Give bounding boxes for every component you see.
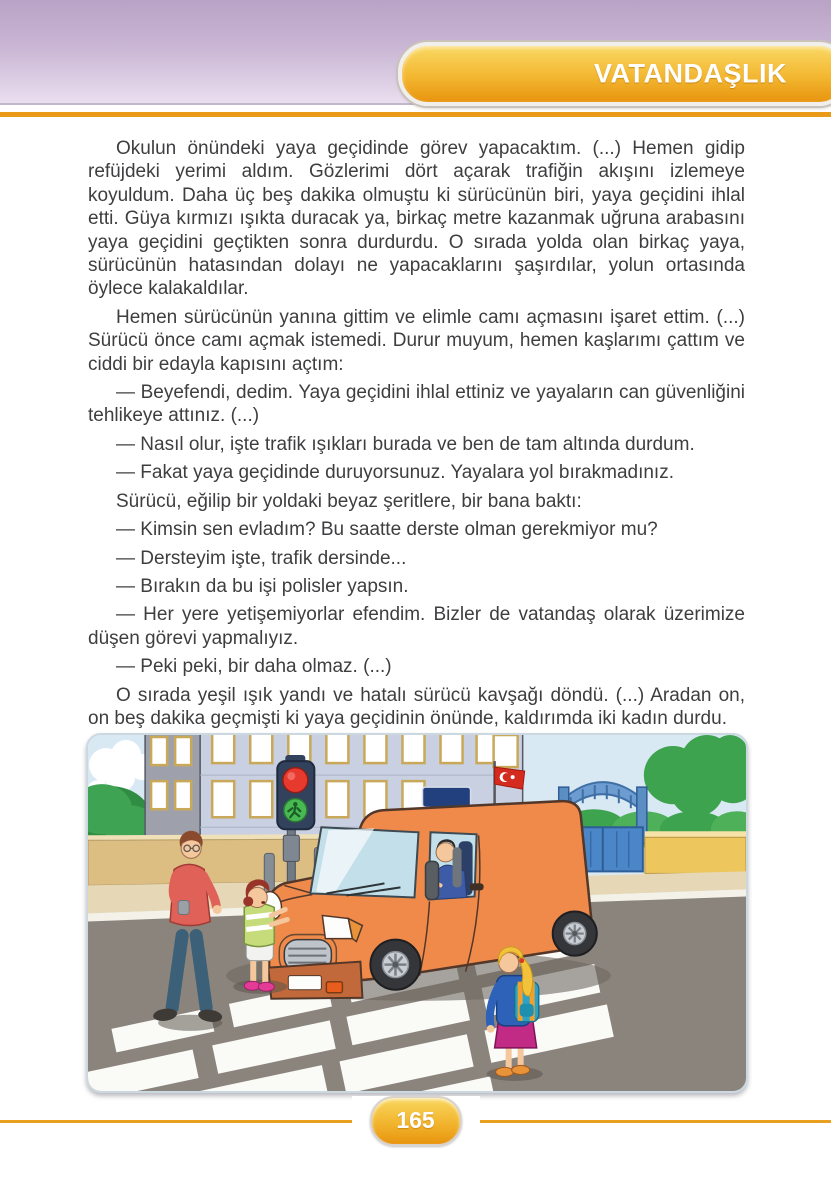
story-paragraph: Okulun önündeki yaya geçidinde görev yapacaktım. (...) Hemen gidip refüjdeki yerimi aldım. Gözlerimi dört açarak trafiğin akışını izlemeye koyuldum. Daha üç beş dakika olmuştu ki sürücünün biri, yaya geçidini ihlal etti. Güya kırmızı ışıkta duracak ya, birkaç metre kazanmak uğruna arabasını yaya geçidini geçtikten sonra durdurdu. O sırada yolda olan birkaç yaya, sürücünün hatasından dolayı ne yapacaklarını şaşırdılar, yolun ortasında öylece kalakaldılar. bbox=[88, 138, 745, 300]
story-paragraph-dialogue: — Fakat yaya geçidinde duruyorsunuz. Yayalara yol bırakmadınız. bbox=[116, 462, 674, 484]
page-number-wrap bbox=[352, 1096, 480, 1146]
front-wheel bbox=[370, 940, 420, 990]
red-light bbox=[283, 768, 308, 793]
chapter-banner bbox=[398, 42, 831, 106]
story-paragraph-dialogue: — Peki peki, bir daha olmaz. (...) bbox=[116, 656, 392, 678]
crosswalk-illustration bbox=[86, 733, 748, 1093]
story-paragraph-dialogue: — Nasıl olur, işte trafik ışıkları burada ve ben de tam altında durdum. bbox=[116, 433, 695, 455]
header-separator-orange bbox=[0, 112, 831, 117]
door-handle bbox=[470, 883, 484, 890]
school-sign bbox=[423, 787, 471, 807]
story-paragraph-dialogue: — Beyefendi, dedim. Yaya geçidini ihlal ettiniz ve yayaların can güvenliğini tehlikeye attınız. (...) bbox=[88, 382, 745, 427]
rear-wheel bbox=[553, 911, 597, 955]
story-paragraph-dialogue: — Dersteyim işte, trafik dersinde... bbox=[116, 547, 407, 569]
crosswalk-scene-svg bbox=[88, 735, 746, 1091]
story-paragraph: Hemen sürücünün yanına gittim ve elimle camı açmasını işaret ettim. (...) Sürücü önce camı açmak istemedi. Durur muyum, hemen kaşlarımı çattım ve ciddi bir edayla kapısını açtım: bbox=[88, 306, 745, 375]
story-paragraph-dialogue: — Kimsin sen evladım? Bu saatte derste olman gerekmiyor mu? bbox=[116, 519, 658, 541]
windshield bbox=[310, 827, 418, 897]
header-separator-white bbox=[0, 105, 831, 112]
chapter-title: VATANDAŞLIK bbox=[594, 58, 787, 89]
license-plate bbox=[288, 976, 321, 990]
side-mirror bbox=[426, 861, 439, 899]
headrest bbox=[453, 847, 462, 887]
story-paragraph: Sürücü, eğilip bir yoldaki beyaz şeritlere, bir bana baktı: bbox=[116, 490, 582, 512]
story-paragraph-dialogue: — Her yere yetişemiyorlar efendim. Bizler de vatandaş olarak üzerimize düşen görevi yapmalıyız. bbox=[88, 604, 745, 649]
story-text bbox=[88, 119, 745, 749]
bumper-reflector bbox=[326, 982, 342, 993]
page-number-pill: 165 bbox=[370, 1096, 462, 1146]
story-paragraph-dialogue: — Bırakın da bu işi polisler yapsın. bbox=[116, 575, 409, 597]
story-paragraph: O sırada yeşil ışık yandı ve hatalı sürücü kavşağı döndü. (...) Aradan on, on beş dakika geçmişti ki yaya geçidinin önünde, kaldırımda iki kadın durdu. bbox=[88, 684, 745, 729]
